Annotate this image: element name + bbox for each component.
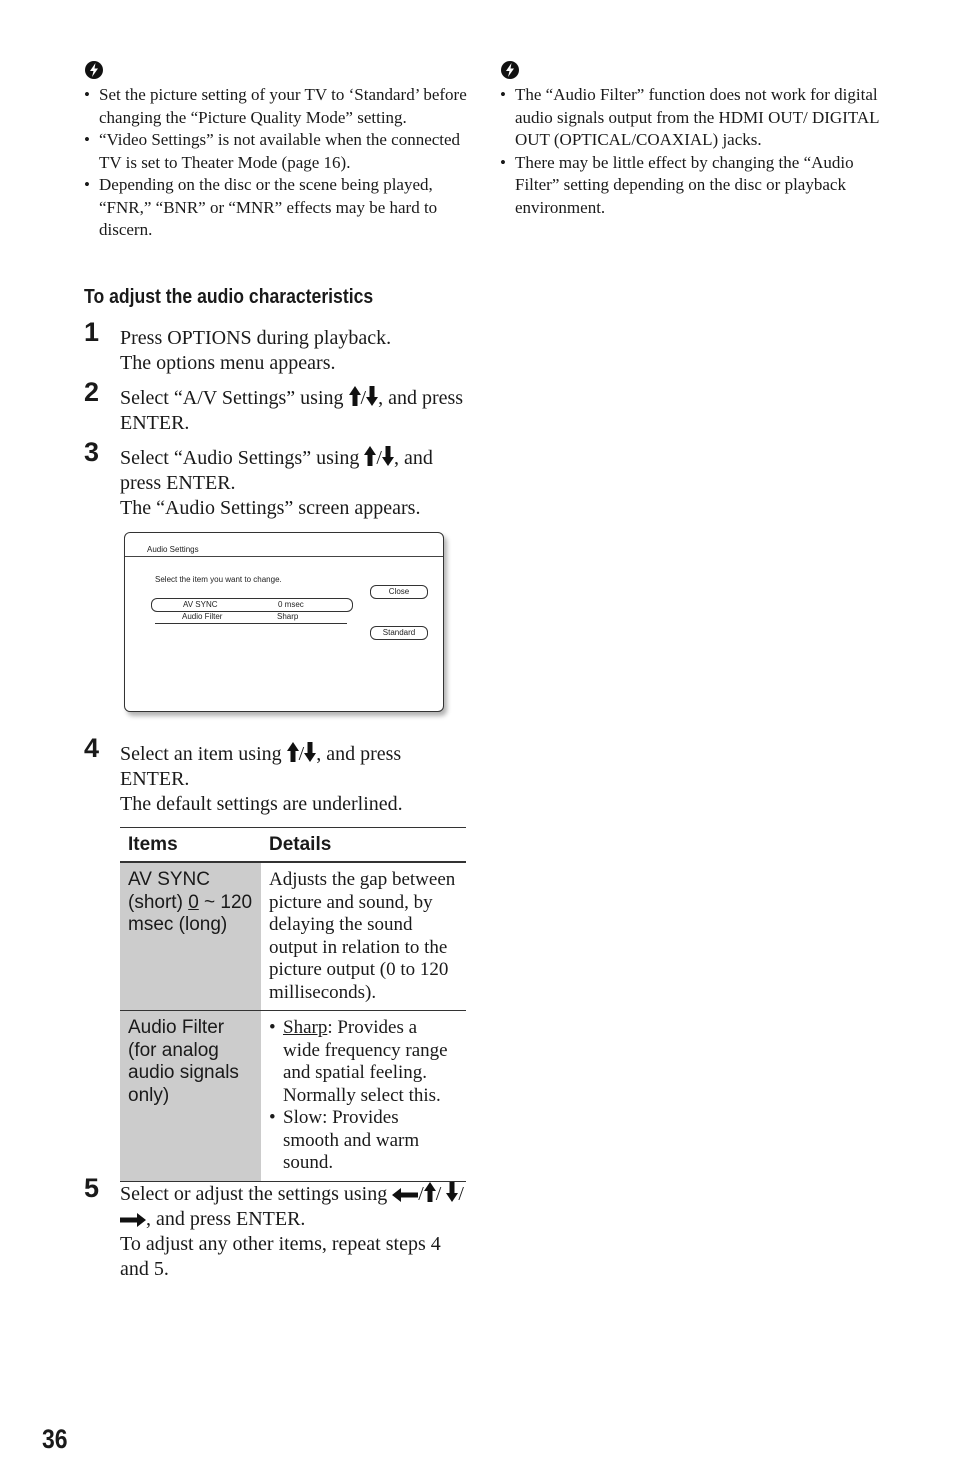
row-value: Sharp [277,612,299,621]
audio-settings-screen [124,532,444,712]
item-text: ~ 120 msec (long) [128,891,253,935]
page-number: 36 [42,1424,68,1454]
step-text: Select an item using / , and press ENTER. [120,743,402,790]
screen-title: Audio Settings [147,545,199,554]
step-result: To adjust any other items, repeat steps 4 and 5. [120,1233,441,1280]
column-header-items: Items [120,828,261,863]
option-sharp [269,1017,458,1107]
step-1 [84,317,468,376]
row-value: 0 msec [278,600,304,609]
right-arrow-icon [120,1213,146,1227]
note-item: • The “Audio Filter” function does not work for digital audio signals output from the HDMI OUT/ DIGITAL OUT (OPTICAL/COAXIAL) jacks. [500,84,890,152]
down-arrow-icon [366,386,378,406]
option-desc: : Provides a wide frequency range and spatial feeling. Normally select this. [283,1017,448,1106]
left-arrow-icon [392,1188,418,1202]
up-arrow-icon [287,742,299,762]
table-header-row [120,828,466,863]
detail-cell-av-sync: Adjusts the gap between picture and sound, by delaying the sound output in relation to the picture output (0 to 120 milliseconds). [261,862,466,1011]
right-column [500,60,890,219]
note-item: • Depending on the disc or the scene being played, “FNR,” “BNR” or “MNR” effects may be hard to discern. [84,174,468,242]
step-result: The “Audio Settings” screen appears. [120,497,421,519]
step-text-pre: Select an item using [120,743,287,765]
note-icon [84,60,104,80]
table-row [120,1011,466,1182]
down-arrow-icon [304,742,316,762]
step-text-pre: Select or adjust the settings using [120,1183,393,1205]
note-item: • There may be little effect by changing the “Audio Filter” setting depending on the disc or playback environment. [500,152,890,220]
table-row [120,862,466,1011]
up-arrow-icon [364,446,376,466]
default-value: Sharp [283,1017,328,1038]
step-number: 4 [84,733,100,763]
item-cell-av-sync [120,862,261,1011]
note-item: • Set the picture setting of your TV to ‘Standard’ before changing the “Picture Quality Mode” setting. [84,84,468,129]
step-result: The options menu appears. [120,352,336,374]
row-key: Audio Filter [182,612,223,621]
screen-row-av-sync[interactable] [151,598,353,612]
step-text: Select “A/V Settings” using / , and press ENTER. [120,387,464,434]
step-text-pre: Select “Audio Settings” using [120,447,365,469]
step-number: 3 [84,437,100,467]
screen-prompt: Select the item you want to change. [155,575,282,584]
step-number: 1 [84,317,100,347]
screen-divider [125,556,443,557]
left-note-list [84,84,468,242]
default-value: 0 [188,891,199,913]
right-note-list [500,84,890,219]
standard-button[interactable]: Standard [370,626,428,640]
step-text-pre: Select “A/V Settings” using [120,387,349,409]
settings-table [120,827,466,1182]
step-text-post: , and press ENTER. [120,387,464,434]
note-item: • “Video Settings” is not available when the connected TV is set to Theater Mode (page 16). [84,129,468,174]
step-5 [84,1173,468,1282]
up-arrow-icon [424,1182,436,1202]
detail-cell-audio-filter [261,1011,466,1182]
item-cell-audio-filter: Audio Filter (for analog audio signals only) [120,1011,261,1182]
row-key: AV SYNC [183,600,218,609]
column-header-details: Details [261,828,466,863]
section-heading: To adjust the audio characteristics [84,286,374,308]
step-4 [84,733,468,817]
step-number: 2 [84,377,100,407]
step-text-post: , and press ENTER. [146,1208,306,1230]
step-text: Select or adjust the settings using / / /, and press ENTER. [120,1183,464,1230]
step-text: Press OPTIONS during playback. [120,327,392,349]
close-button[interactable]: Close [370,585,428,599]
step-text: Select “Audio Settings” using / , and press ENTER. [120,447,433,494]
step-3 [84,437,468,521]
down-arrow-icon [446,1182,458,1202]
left-column [84,60,468,1280]
note-icon [500,60,520,80]
step-result: The default settings are underlined. [120,793,403,815]
step-2 [84,377,468,436]
up-arrow-icon [349,386,361,406]
step-text-post: , and press ENTER. [120,743,402,790]
item-text: AV SYNC (short) [128,869,211,913]
screen-row-audio-filter[interactable] [155,611,347,624]
step-number: 5 [84,1173,100,1203]
step-text-post: , and press ENTER. [120,447,433,494]
option-slow: • Slow: Provides smooth and warm sound. [269,1107,458,1175]
down-arrow-icon [382,446,394,466]
